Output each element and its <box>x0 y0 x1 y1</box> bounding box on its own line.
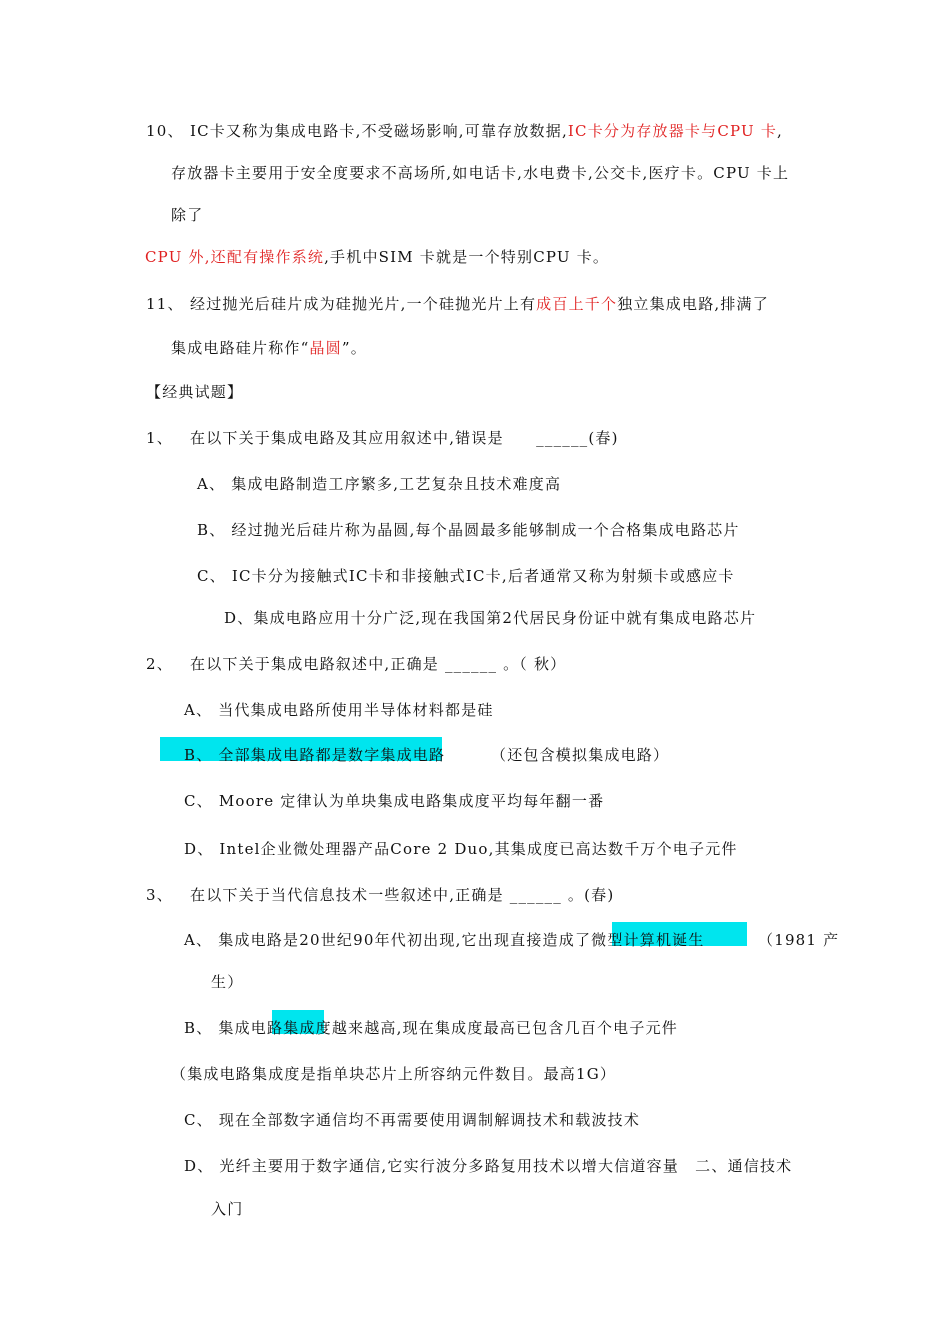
q3-option-a <box>184 930 705 950</box>
item-10-line-1 <box>190 121 783 141</box>
q2-option-b-note: （还包含模拟集成电路） <box>491 746 670 764</box>
item-10-cpu-red: CPU 外,还 <box>145 248 227 266</box>
q3-option-b-text-end: 越来越高,现在集成度最高已包含几百个电子元件 <box>331 1019 678 1037</box>
q3-option-b <box>184 1018 678 1038</box>
item-10-line-4 <box>145 247 609 267</box>
item-10-os-red: 配有操作系统 <box>226 248 325 266</box>
q1-option-a: A、 集成电路制造工序繁多,工艺复杂且技术难度高 <box>197 475 562 493</box>
section-title: 【经典试题】 <box>146 383 244 401</box>
q3-option-a-highlighted-text: 微型计算机诞生 <box>591 931 705 949</box>
q3-option-d-cont: 入门 <box>211 1200 244 1218</box>
q1-number: 1、 <box>146 429 173 447</box>
item-10-line-2: 存放器卡主要用于安全度要求不高场所,如电话卡,水电费卡,公交卡,医疗卡。CPU 卡上 <box>171 164 790 182</box>
item-11-text-2: 集成电路硅片称作“ <box>171 339 310 357</box>
item-11-red-text: 成百上千个 <box>536 295 618 313</box>
q3-option-b-highlighted-text: 集成度 <box>283 1019 332 1037</box>
item-10-sim-text: ,手机中SIM 卡就是一个特别CPU 卡。 <box>324 248 610 266</box>
q2-stem: 在以下关于集成电路叙述中,正确是 ______ 。（ 秋） <box>190 655 567 673</box>
q1-stem: 在以下关于集成电路及其应用叙述中,错误是 ______(春) <box>190 429 619 447</box>
item-10-red-text: IC卡分为存放器卡与CPU 卡 <box>567 122 778 140</box>
item-11-text-end: 独立集成电路,排满了 <box>617 295 769 313</box>
q1-option-c: C、 IC卡分为接触式IC卡和非接触式IC卡,后者通常又称为射频卡或感应卡 <box>197 567 735 585</box>
q2-option-c: C、 Moore 定律认为单块集成电路集成度平均每年翻一番 <box>184 792 605 810</box>
item-10-line-3: 除了 <box>171 206 204 224</box>
item-10-number: 10、 <box>146 122 184 140</box>
q1-option-d: D、集成电路应用十分广泛,现在我国第2代居民身份证中就有集成电路芯片 <box>224 609 757 627</box>
q3-number: 3、 <box>146 886 173 904</box>
item-11-wafer-red: 晶圆 <box>309 339 342 357</box>
q3-option-d: D、 光纤主要用于数字通信,它实行波分多路复用技术以增大信道容量 二、通信技术 <box>184 1157 793 1175</box>
item-11-text: 经过抛光后硅片成为硅抛光片,一个硅抛光片上有 <box>190 295 537 313</box>
q2-option-b: B、 全部集成电路都是数字集成电路 <box>184 746 446 764</box>
q3-option-b-note: （集成电路集成度是指单块芯片上所容纳元件数目。最高1G） <box>171 1065 617 1083</box>
item-10-text: IC卡又称为集成电路卡,不受磁场影响,可靠存放数据, <box>190 122 568 140</box>
q3-stem: 在以下关于当代信息技术一些叙述中,正确是 ______ 。(春) <box>190 886 615 904</box>
q3-option-c: C、 现在全部数字通信均不再需要使用调制解调技术和载波技术 <box>184 1111 641 1129</box>
item-10-comma: , <box>777 122 784 140</box>
q3-option-a-note: （1981 产 <box>758 931 840 949</box>
q3-option-a-cont: 生） <box>211 973 244 991</box>
item-11-line-1 <box>190 294 769 314</box>
q3-option-a-text: A、 集成电路是20世纪90年代初出现,它出现直接造成了 <box>184 931 592 949</box>
item-11-close-quote: ”。 <box>341 339 367 357</box>
q2-option-a: A、 当代集成电路所使用半导体材料都是硅 <box>184 701 494 719</box>
q2-number: 2、 <box>146 655 173 673</box>
q1-option-b: B、 经过抛光后硅片称为晶圆,每个晶圆最多能够制成一个合格集成电路芯片 <box>197 521 740 539</box>
q2-option-d: D、 Intel企业微处理器产品Core 2 Duo,其集成度已高达数千万个电子元件 <box>184 840 738 858</box>
item-11-number: 11、 <box>146 295 184 313</box>
item-11-line-2 <box>171 338 367 358</box>
q3-option-b-text: B、 集成电路 <box>184 1019 284 1037</box>
